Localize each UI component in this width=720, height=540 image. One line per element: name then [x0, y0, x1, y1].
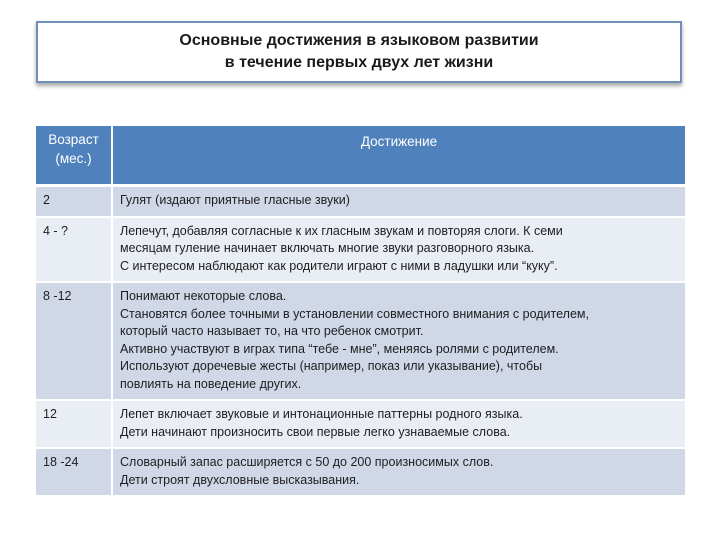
achievement-line: Дети начинают произносить свои первые легко узнаваемые слова.: [120, 424, 511, 439]
achievement-line: Активно участвуют в играх типа “тебе - мне”, меняясь ролями с родителем.: [120, 341, 559, 356]
age-cell: 8 -12: [36, 282, 112, 400]
achievement-cell: [112, 186, 685, 217]
achievement-line: Лепечут, добавляя согласные к их гласным звукам и повторяя слоги. К семи: [120, 223, 563, 238]
achievement-line: Дети строят двухсловные высказывания.: [120, 472, 360, 487]
achievement-cell: [112, 282, 685, 400]
age-cell: 2: [36, 186, 112, 217]
achievement-line: Словарный запас расширяется с 50 до 200 произносимых слов.: [120, 455, 494, 469]
table-row: [36, 400, 685, 448]
achievement-cell: [112, 217, 685, 283]
age-cell: 12: [36, 400, 112, 448]
achievement-line: повлиять на поведение других.: [120, 376, 302, 391]
title-box: [36, 21, 682, 83]
achievement-cell: [112, 448, 685, 496]
achievement-line: Понимают некоторые слова.: [120, 289, 287, 303]
table-row: [36, 282, 685, 400]
achievement-line: Становятся более точными в установлении совместного внимания с родителем,: [120, 306, 589, 321]
achievement-line: С интересом наблюдают как родители играют с ними в ладушки или “куку”.: [120, 258, 558, 273]
age-cell: 18 -24: [36, 448, 112, 496]
achievement-line: Лепет включает звуковые и интонационные паттерны родного языка.: [120, 407, 523, 421]
header-row: [36, 126, 685, 186]
table-row: [36, 186, 685, 217]
achievement-cell: [112, 400, 685, 448]
achievement-line: месяцам гуление начинает включать многие звуки разговорного языка.: [120, 241, 535, 255]
age-column-header: [36, 126, 112, 186]
title-line-2: в течение первых двух лет жизни: [224, 54, 494, 71]
achievements-table: [36, 126, 685, 497]
achievement-column-header: Достижение: [112, 126, 685, 186]
achievement-line: который часто называет то, на что ребенок смотрит.: [120, 324, 424, 338]
achievement-line: Гулят (издают приятные гласные звуки): [120, 193, 350, 207]
age-cell: 4 - ?: [36, 217, 112, 283]
age-header-line-1: Возраст: [48, 132, 99, 147]
table-row: [36, 448, 685, 496]
achievement-line: Используют доречевые жесты (например, показ или указывание), чтобы: [120, 359, 543, 373]
age-header-line-2: (мес.): [55, 151, 92, 166]
title-line-1: Основные достижения в языковом развитии: [179, 32, 539, 49]
table-row: [36, 217, 685, 283]
